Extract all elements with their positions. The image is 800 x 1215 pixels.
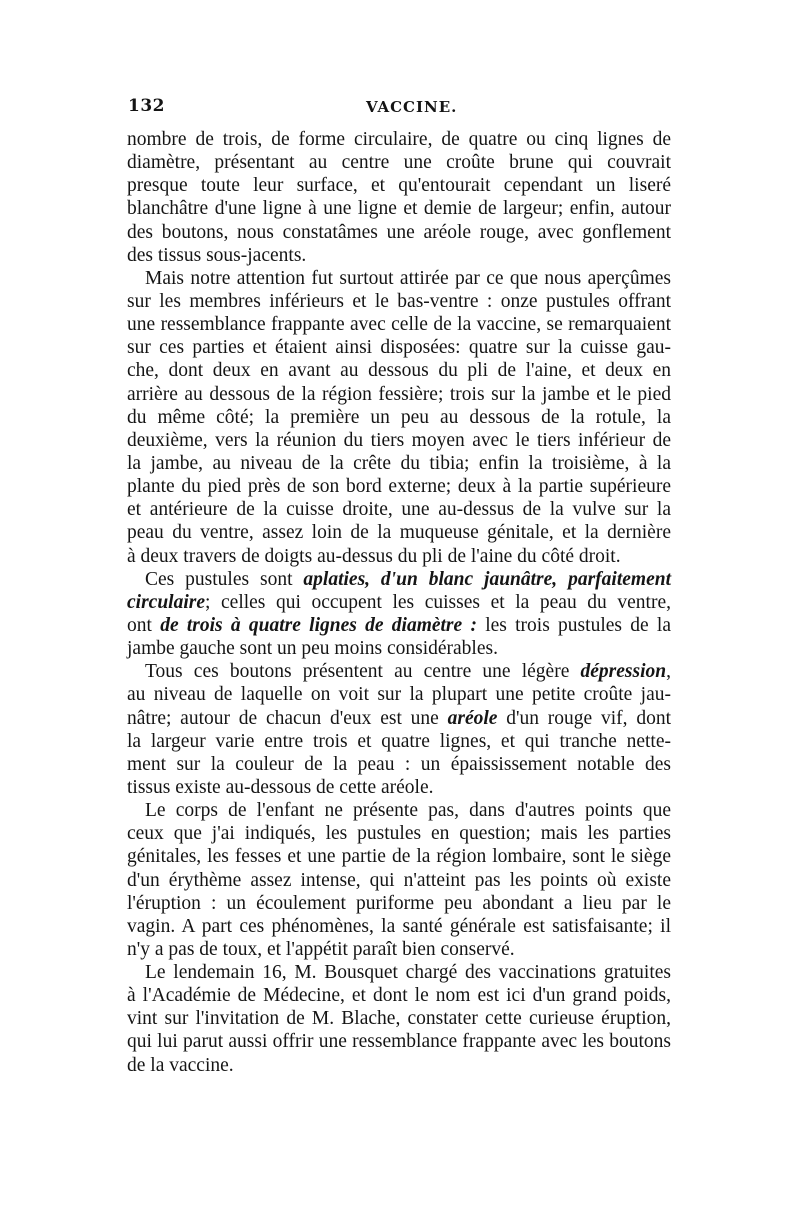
text-line <box>127 1007 671 1030</box>
text-line <box>127 290 671 313</box>
text-segment: du même côté; la première un peu au dessous de la rotule, la <box>127 406 671 428</box>
italic-text-segment: circulaire <box>127 591 205 613</box>
text-segment: et antérieure de la cuisse droite, une au-dessus de la vulve sur la <box>127 499 671 521</box>
text-segment: au niveau de laquelle on voit sur la plupart une petite croûte jau- <box>127 684 671 706</box>
text-segment: ment sur la couleur de la peau : un épaississement notable des <box>127 753 671 775</box>
text-line <box>127 475 671 498</box>
text-segment: ont <box>127 614 161 636</box>
italic-text-segment: aplaties, d'un blanc jaunâtre, parfaitement <box>303 568 671 590</box>
text-line <box>127 776 671 799</box>
text-line <box>127 244 671 267</box>
text-segment: nombre de trois, de forme circulaire, de quatre ou cinq lignes de <box>127 129 671 150</box>
text-line <box>127 892 671 915</box>
text-segment: Mais notre attention fut surtout attirée par ce que nous aperçûmes <box>145 267 671 289</box>
text-segment: blanchâtre d'une ligne à une ligne et demie de largeur; enfin, autour <box>127 198 671 220</box>
text-line <box>127 707 671 730</box>
text-segment: jambe gauche sont un peu moins considérables. <box>127 638 498 660</box>
text-line <box>127 730 671 753</box>
text-segment: arrière au dessous de la région fessière; trois sur la jambe et le pied <box>127 383 671 405</box>
text-segment: ; celles qui occupent les cuisses et la peau du ventre, <box>205 591 671 613</box>
text-line <box>127 128 671 151</box>
text-segment: d'un érythème assez intense, qui n'atteint pas les points où existe <box>127 869 671 891</box>
text-line <box>127 799 671 822</box>
italic-text-segment: de trois à quatre lignes de diamètre : <box>160 614 477 636</box>
text-line <box>127 822 671 845</box>
body-text <box>127 128 671 1077</box>
text-line <box>127 498 671 521</box>
page-number: 132 <box>128 96 165 116</box>
text-line <box>127 521 671 544</box>
italic-text-segment: dépression <box>580 661 667 683</box>
text-segment: des tissus sous-jacents. <box>127 244 307 266</box>
text-line <box>127 221 671 244</box>
running-title: VACCINE. <box>366 98 458 116</box>
text-segment: deuxième, vers la réunion du tiers moyen avec le tiers inférieur de <box>127 429 671 451</box>
text-segment: presque toute leur surface, et qu'entourait cependant un liseré <box>127 175 671 197</box>
text-segment: la largeur varie entre trois et quatre lignes, et qui tranche nette- <box>127 730 671 752</box>
text-line <box>127 313 671 336</box>
text-segment: une ressemblance frappante avec celle de la vaccine, se remarquaient <box>127 314 671 336</box>
text-segment: l'éruption : un écoulement puriforme peu abondant a lieu par le <box>127 892 671 914</box>
text-segment: à l'Académie de Médecine, et dont le nom est ici d'un grand poids, <box>127 985 671 1007</box>
text-segment: Le lendemain 16, M. Bousquet chargé des vaccinations gratuites <box>145 962 671 984</box>
text-segment: peau du ventre, assez loin de la muqueuse génitale, et la dernière <box>127 522 671 544</box>
text-line <box>127 984 671 1007</box>
text-segment: vint sur l'invitation de M. Blache, constater cette curieuse éruption, <box>127 1008 671 1030</box>
text-segment: génitales, les fesses et une partie de la région lombaire, sont le siège <box>127 846 671 868</box>
text-segment: nâtre; autour de chacun d'eux est une <box>127 707 448 729</box>
text-segment: Tous ces boutons présentent au centre une légère <box>145 661 581 683</box>
text-segment: tissus existe au-dessous de cette aréole. <box>127 776 434 798</box>
text-segment: qui lui parut aussi offrir une ressemblance frappante avec les boutons <box>127 1031 671 1053</box>
text-segment: Ces pustules sont <box>145 568 304 590</box>
text-line <box>127 1054 671 1077</box>
text-line <box>127 174 671 197</box>
text-line <box>127 336 671 359</box>
text-line <box>127 753 671 776</box>
text-segment: à deux travers de doigts au-dessus du pli de l'aine du côté droit. <box>127 545 621 567</box>
text-line <box>127 429 671 452</box>
text-segment: sur ces parties et étaient ainsi disposées: quatre sur la cuisse gau- <box>127 337 671 359</box>
text-segment: ceux que j'ai indiqués, les pustules en question; mais les parties <box>127 823 671 845</box>
text-line <box>127 915 671 938</box>
text-line <box>127 151 671 174</box>
text-line <box>127 568 671 591</box>
text-line <box>127 383 671 406</box>
text-line <box>127 660 671 683</box>
text-line <box>127 637 671 660</box>
text-line <box>127 452 671 475</box>
text-line <box>127 267 671 290</box>
text-segment: plante du pied près de son bord externe; deux à la partie supérieure <box>127 476 671 498</box>
text-segment: les trois pustules de la <box>476 614 671 636</box>
text-line <box>127 845 671 868</box>
text-segment: des boutons, nous constatâmes une aréole rouge, avec gonflement <box>127 221 671 243</box>
italic-text-segment: aréole <box>447 707 498 729</box>
text-segment: de la vaccine. <box>127 1054 234 1076</box>
text-segment: diamètre, présentant au centre une croûte brune qui couvrait <box>127 152 671 174</box>
text-line <box>127 406 671 429</box>
text-line <box>127 591 671 614</box>
text-segment: , <box>666 661 671 683</box>
text-segment: sur les membres inférieurs et le bas-ventre : onze pustules offrant <box>127 290 671 312</box>
text-line <box>127 869 671 892</box>
text-segment: n'y a pas de toux, et l'appétit paraît bien conservé. <box>127 938 515 960</box>
text-line <box>127 545 671 568</box>
text-segment: Le corps de l'enfant ne présente pas, dans d'autres points que <box>145 800 671 822</box>
text-line <box>127 359 671 382</box>
text-line <box>127 683 671 706</box>
text-line <box>127 1030 671 1053</box>
text-segment: che, dont deux en avant au dessous du pli de l'aine, et deux en <box>127 360 671 382</box>
text-segment: la jambe, au niveau de la crête du tibia; enfin la troisième, à la <box>127 452 671 474</box>
text-line <box>127 938 671 961</box>
text-line <box>127 197 671 220</box>
text-segment: d'un rouge vif, dont <box>497 707 671 729</box>
page-header <box>128 96 670 122</box>
text-line <box>127 614 671 637</box>
text-line <box>127 961 671 984</box>
text-segment: vagin. A part ces phénomènes, la santé générale est satisfaisante; il <box>127 915 671 937</box>
